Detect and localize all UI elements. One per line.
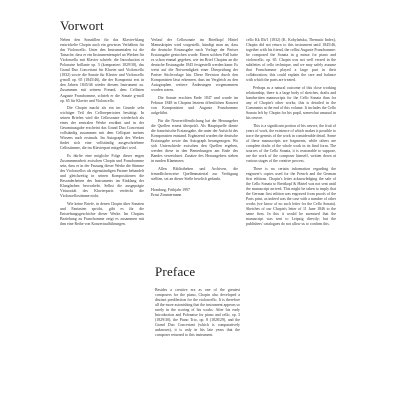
vorwort-column-2 — [151, 38, 238, 248]
paragraph: Die Sonate erschien Ende 1847 und wurde im Februar 1848 in Chopins letztem öffentlichen Konzert von Komponisten und Auguste Franchomme aufgeführt. — [151, 96, 238, 116]
preface-heading: Preface — [155, 264, 196, 279]
signature: Homburg, Frühjahr 1997 Ernst Zimmermann — [151, 187, 190, 197]
paragraph: There is no certain information regarding the engraver's copies used for the French and the German first editions. Chopin's letter acknowledging the sale of the Cello Sonata to Breitkopf & Härtel was not sent until the manuscript arrived. This might be taken to imply that the German first edition was engraved from proofs of the Paris print, as indeed was the case with a number of other works (we know of no such letter for the Cello Sonata). Sketches of our Chopin's letter of 11 June 1846 to the same firm. In this it would be surmised that the manuscript was sent to Leipzig directly; but the publishers' catalogues do not allow us to confirm this. — [246, 166, 336, 227]
paragraph: Die Chopin macht als ein im Grunde sehr wichtiger Teil des Cellorepertoires bestätigt. In seinen Briefen wird die Cellosonate wiederholt als eines der zentralen Werke erwähnt und in der Gesamtausgabe erscheint das Grand Duo Concertant vollständig zusammen mit dem Cellopart meines Wissens auch erstmals. Im Autograph des Werkes findet sich eine vollständig ausgeschriebene Cellostimme, die im Klavierpart mitgeführt wird. — [60, 106, 144, 151]
paragraph: Es dürfte eine mögliche Folge dieser engen Zusammenarbeit zwischen Chopin und Franchomme sein, dass er in der Fassung dieser Werke die Stimme des Violoncellos als eigenständigen Partner behandelt und gleichzeitig in seinen Kompositionen die Besonderheiten des Instruments im Einklang der Klangfarben hervorhebt. Selbst die ausgeprägte Virtuosität des Klavierparts verdeckt die Violoncellostimme nicht. — [60, 154, 144, 199]
paragraph: This is a significant portion of his oeuvre, the fruit of years of work, the existence of which makes it possible to trace the genesis of the work in considerable detail. Some of these manuscripts are fragments, while others are complete drafts of the whole work in its final form. The sources of the Cello Sonata, it is reasonable to suppose, are the work of the composer himself, written down at various stages of the creative process. — [246, 123, 337, 164]
paragraph: Verlauf der Cellosonate im Briefkopf Härtel Manuskriptes wird vorgestellt, kündigt man an, dass die deutsche Erstausgabe nach Vorlage der Pariser Erstausgabe gestochen wurde. Einen solchen Fall hatte es schon einmal gegeben, wie im Brief Chopins an die deutsche Erstausgabe 1845 festgestellt werden kann: Es weist auf die Notwendigkeit einer Überprüfung der Pariser Stichvorlage hin. Diese Revision durch den Komponisten lässt erkennen, dass im Vergleich zu den Autographen weitere Änderungen vorgenommen worden waren. — [151, 38, 238, 93]
paragraph: Perhaps as a natural outcome of this close working relationship, there is a large body of sketches, drafts and handwritten manuscripts for the Cello Sonata than for any of Chopin's other works; this is detailed in the Comments at the end of this volume. It includes the Cello Sonata left by Chopin for his pupil, somewhat unusual in his oeuvre. — [246, 85, 336, 121]
vorwort-column-1 — [60, 38, 144, 388]
paragraph: Neben den Sonatillen für das Klavier-klang entwickelte Chopin auch ein gewisses Verhältnis für das Violoncello. Unter den Instrumentalen ist die Tatsache, dass er ein Instrumentenspiel an Werken für Violoncello mit Klavier schrieb: die Introduction et Polonaise brillante op. 3 (komponiert 1829/30), das Grand Duo Concertant für Klavier und Violoncello (1832) sowie die Sonate für Klavier und Violoncello g-moll op. 65 (1845/46), die der Komponist erst in den Jahren 1845/46 wieder diesem Instrument zu. Zusammen mit seinem Freund, dem Cellisten Auguste Franchomme, schrieb er die Sonate g-moll op. 65 für Klavier und Violoncello. — [60, 38, 144, 103]
preface-column-1 — [155, 288, 240, 398]
paragraph: cello Kk IIb/1 (1832) (K. Kobylańska, Thematic Index), Chopin did not return to this instrument until 1845/46, together with his friend, the cellist Auguste Franchomme: he composed the Sonata in g minor for piano and violoncello, op. 65. Chopin was not well versed in the subtleties of cello technique, and we may safely assume that Franchomme played a large part in their collaboration; this could explain the care and balance with which the parts are treated. — [246, 38, 336, 83]
paragraph: Besides a creative era as one of the greatest composers for the piano, Chopin also developed a distinct predilection for the violoncello. It is therefore all the more astonishing that the instrument appears so rarely in the scoring of his works. After his early Introduction and Polonaise for piano and cello, op. 3 (1829/30), the Piano Trio, op. 8 (1828/29), and the Grand Duo Concertant (which is comparatively unknown), it is only in his late years that the composer returned to this instrument. — [155, 288, 240, 338]
paragraph: Allen Bibliotheken und Archiven, die freundlicherweise Quellenmaterial zur Verfügung stellten, sei an dieser Stelle herzlich gedankt. — [151, 166, 238, 181]
vorwort-heading: Vorwort — [60, 18, 104, 33]
paragraph: Wie keine Briefe, in denen Chopin über Sonaten und Fantasien spricht, gibt es für die Entstehungsgeschichte dieser Werke. Im Chopins Beziehung zu Franchomme zeigt es zusammen mit ihm eine Reihe von Konzertaufführungen. — [60, 201, 144, 227]
paragraph: Für die Neuveröffentlichung hat der Herausgeber die Quellen erneut überprüft. Als Hauptquelle diente die französische Erstausgabe, die unter der Aufsicht des Komponisten entstand. Ergänzend wurden die deutsche Erstausgabe sowie das Autograph herangezogen. Wo sich Unterschiede zwischen den Quellen ergeben, werden diese in den Bemerkungen am Ende des Bandes verzeichnet. Zusätze des Herausgebers stehen in runden Klammern. — [151, 118, 238, 164]
preface-column-2 — [246, 38, 336, 388]
